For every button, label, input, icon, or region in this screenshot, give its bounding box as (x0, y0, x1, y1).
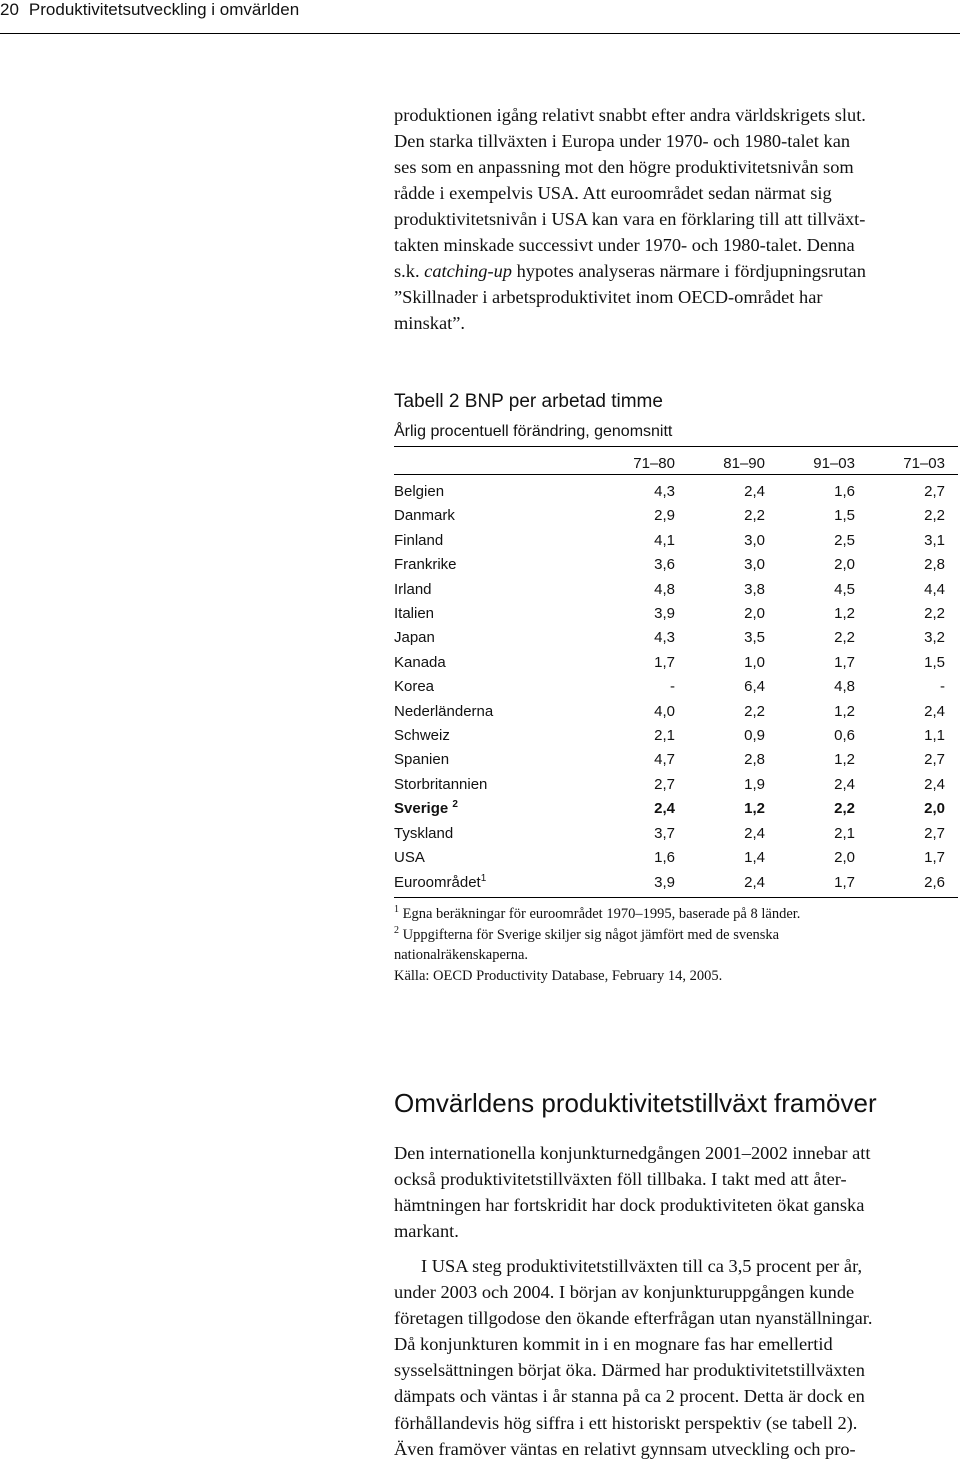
intro-text: hypotes analyseras närmare i fördjupningsrutan (512, 261, 866, 281)
value-cell: 2,7 (654, 775, 675, 793)
paragraph-line: under 2003 och 2004. I början av konjunkturuppgången kunde (394, 1282, 855, 1303)
country-cell (394, 578, 585, 602)
value-cell: 2,2 (834, 629, 855, 647)
value-cell: 1,6 (834, 483, 855, 500)
table-row (394, 651, 945, 675)
value-cell: 1,7 (924, 849, 945, 867)
value-cell: 2,2 (744, 702, 765, 720)
value-cell: 1,7 (654, 653, 675, 671)
country-name: Finland (394, 531, 444, 549)
section-paragraph-1 (394, 1140, 956, 1244)
paragraph-line: markant. (394, 1221, 459, 1242)
value-cell: 2,7 (924, 824, 945, 842)
table-row (394, 846, 945, 870)
value-cell: 2,4 (924, 702, 945, 720)
table-row (394, 724, 945, 748)
paragraph-line: Då konjunkturen kommit in i en mognare fas har emellertid (394, 1334, 833, 1355)
page-header (0, 0, 960, 30)
intro-line: ”Skillnader i arbetsproduktivitet inom OECD-området har (394, 287, 823, 307)
country-cell (394, 724, 585, 748)
intro-line: minskat”. (394, 313, 465, 333)
value-cell: 3,1 (924, 531, 945, 549)
value-cell: 2,6 (924, 873, 945, 891)
value-cell: 4,8 (834, 678, 855, 696)
country-name: Sverige (394, 800, 449, 818)
value-cell: 1,4 (744, 849, 765, 867)
intro-line: produktivitetsnivån i USA kan vara en förklaring till att tillväxt- (394, 209, 866, 229)
country-cell (394, 480, 585, 504)
table-source: Källa: OECD Productivity Database, February 14, 2005. (394, 967, 723, 984)
value-cell: 4,7 (654, 751, 675, 769)
country-cell (394, 529, 585, 553)
value-cell: 2,5 (834, 531, 855, 549)
value-cell: 3,6 (654, 556, 675, 574)
table-row (394, 675, 945, 699)
value-cell: 3,8 (744, 580, 765, 598)
intro-paragraph (394, 102, 954, 336)
table-row (394, 504, 945, 528)
column-header: 71–80 (633, 455, 675, 472)
value-cell: 4,3 (654, 629, 675, 647)
value-cell: 2,0 (744, 605, 765, 623)
value-cell: 6,4 (744, 678, 765, 696)
paragraph-line: hämtningen har fortskridit har dock produktiviteten ökat ganska (394, 1195, 865, 1216)
value-cell: 4,1 (654, 531, 675, 549)
table-header-rule (394, 474, 958, 475)
table-top-rule (394, 446, 958, 447)
footnote-marker: 2 (394, 924, 399, 936)
table-header (394, 452, 945, 476)
value-cell: 1,7 (834, 873, 855, 891)
country-cell (394, 553, 585, 577)
country-cell (394, 504, 585, 528)
value-cell: 1,2 (744, 800, 765, 818)
country-cell (394, 748, 585, 772)
value-cell: 2,7 (924, 751, 945, 769)
paragraph-line: Även framöver väntas en relativt gynnsam utveckling och pro- (394, 1438, 856, 1459)
table-row (394, 748, 945, 772)
country-name: Korea (394, 678, 435, 696)
table-row (394, 626, 945, 650)
country-cell (394, 626, 585, 650)
value-cell: 2,2 (834, 800, 855, 818)
country-cell (394, 871, 585, 895)
value-cell: 1,5 (924, 653, 945, 671)
table-row (394, 578, 945, 602)
table-bottom-rule (394, 897, 958, 898)
country-name: Belgien (394, 483, 445, 500)
column-header: 91–03 (813, 455, 855, 472)
intro-line (394, 258, 954, 284)
value-cell: 1,1 (924, 727, 945, 745)
value-cell: 3,0 (744, 556, 765, 574)
intro-line: produktionen igång relativt snabbt efter andra världskrigets slut. (394, 105, 866, 125)
column-header: 71–03 (903, 455, 945, 472)
footnote-1 (394, 904, 954, 925)
value-cell: 0,9 (744, 727, 765, 745)
header-blank (394, 452, 585, 476)
column-header: 81–90 (723, 455, 765, 472)
country-name: Nederländerna (394, 702, 494, 720)
footnote-marker: 2 (452, 799, 458, 811)
value-cell: - (940, 678, 945, 696)
footnote-text: Egna beräkningar för euroområdet 1970–1995, baserade på 8 länder. (399, 906, 801, 922)
country-name: Irland (394, 580, 432, 598)
paragraph-line: också produktivitetstillväxten föll tillbaka. I takt med att åter- (394, 1169, 847, 1190)
paragraph-line: I USA steg produktivitetstillväxten till ca 3,5 procent per år, (421, 1256, 863, 1276)
value-cell: 2,4 (744, 483, 765, 500)
value-cell: 3,9 (654, 605, 675, 623)
value-cell: 3,7 (654, 824, 675, 842)
table-row (394, 602, 945, 626)
table-row (394, 871, 945, 895)
country-name: Italien (394, 605, 435, 623)
footnote-marker: 1 (480, 872, 487, 884)
paragraph-line: sysselsättningen börjat öka. Därmed har produktivitetstillväxten (394, 1360, 865, 1381)
value-cell: - (670, 678, 675, 696)
country-cell (394, 797, 585, 821)
country-cell (394, 822, 585, 846)
country-cell (394, 675, 585, 699)
table-row (394, 553, 945, 577)
value-cell: 2,4 (834, 775, 855, 793)
footnote-2-cont: nationalräkenskaperna. (394, 947, 529, 963)
country-name: Frankrike (394, 556, 457, 574)
value-cell: 3,9 (654, 873, 675, 891)
table-notes (394, 904, 954, 986)
value-cell: 2,8 (924, 556, 945, 574)
value-cell: 1,0 (744, 653, 765, 671)
value-cell: 2,1 (654, 727, 675, 745)
value-cell: 2,1 (834, 824, 855, 842)
value-cell: 1,7 (834, 653, 855, 671)
value-cell: 4,4 (924, 580, 945, 598)
table-row (394, 822, 945, 846)
value-cell: 2,2 (744, 507, 765, 525)
country-cell (394, 773, 585, 797)
table-row (394, 773, 945, 797)
running-title: Produktivitetsutveckling i omvärlden (28, 0, 300, 19)
value-cell: 2,0 (834, 849, 855, 867)
section-heading: Omvärldens produktivitetstillväxt framöver (394, 1088, 877, 1118)
table-row (394, 797, 945, 821)
value-cell: 4,5 (834, 580, 855, 598)
country-name: Euroområdet (394, 873, 481, 891)
country-name: Japan (394, 629, 435, 647)
paragraph-line: Den internationella konjunkturnedgången 2001–2002 innebar att (394, 1143, 871, 1163)
country-cell (394, 700, 585, 724)
header-divider (0, 33, 960, 34)
value-cell: 4,3 (654, 483, 675, 500)
value-cell: 2,2 (924, 605, 945, 623)
value-cell: 1,2 (834, 751, 855, 769)
value-cell: 2,4 (744, 873, 765, 891)
table-row (394, 529, 945, 553)
footnote-marker: 1 (394, 904, 399, 916)
value-cell: 2,2 (924, 507, 945, 525)
value-cell: 1,6 (654, 849, 675, 867)
country-name: USA (394, 849, 425, 867)
paragraph-line: dämpats och väntas i år stanna på ca 2 procent. Detta är dock en (394, 1386, 865, 1407)
country-name: Schweiz (394, 727, 450, 745)
value-cell: 2,7 (924, 483, 945, 500)
catching-up-term: catching-up (424, 261, 512, 281)
country-cell (394, 651, 585, 675)
value-cell: 2,4 (924, 775, 945, 793)
table-title: Tabell 2 BNP per arbetad timme (394, 391, 663, 412)
value-cell: 3,5 (744, 629, 765, 647)
country-name: Danmark (394, 507, 455, 525)
value-cell: 2,4 (744, 824, 765, 842)
value-cell: 2,0 (834, 556, 855, 574)
value-cell: 1,2 (834, 702, 855, 720)
value-cell: 2,8 (744, 751, 765, 769)
intro-line: Den starka tillväxten i Europa under 1970- och 1980-talet kan (394, 131, 851, 151)
intro-line: ses som en anpassning mot den högre produktivitetsnivån som (394, 157, 854, 177)
intro-line: rådde i exempelvis USA. Att euroområdet sedan närmat sig (394, 183, 832, 203)
value-cell: 3,2 (924, 629, 945, 647)
value-cell: 2,4 (654, 800, 675, 818)
country-cell (394, 846, 585, 870)
table-row (394, 480, 945, 504)
table-row (394, 700, 945, 724)
paragraph-line: förhållandevis hög siffra i ett historiskt perspektiv (se tabell 2). (394, 1412, 858, 1433)
footnote-text: Uppgifterna för Sverige skiljer sig något jämfört med de svenska (399, 926, 780, 943)
paragraph-line: företagen tillgodose den ökande efterfrågan utan nyanställningar. (394, 1308, 873, 1329)
table-header-row (394, 452, 945, 476)
value-cell: 2,0 (924, 800, 945, 818)
value-cell: 2,9 (654, 507, 675, 525)
value-cell: 1,5 (834, 507, 855, 525)
value-cell: 4,0 (654, 702, 675, 720)
value-cell: 3,0 (744, 531, 765, 549)
table-subtitle: Årlig procentuell förändring, genomsnitt (394, 423, 673, 440)
section-paragraph-2 (394, 1253, 956, 1462)
footnote-2 (394, 925, 954, 946)
value-cell: 4,8 (654, 580, 675, 598)
country-name: Tyskland (394, 824, 454, 842)
intro-line: takten minskade successivt under 1970- och 1980-talet. Denna (394, 235, 855, 255)
table-body (394, 480, 945, 895)
page-number: 20 (0, 0, 19, 19)
value-cell: 0,6 (834, 727, 855, 745)
value-cell: 1,9 (744, 775, 765, 793)
value-cell: 1,2 (834, 605, 855, 623)
country-name: Storbritannien (394, 775, 488, 793)
country-name: Kanada (394, 653, 446, 671)
country-cell (394, 602, 585, 626)
country-name: Spanien (394, 751, 450, 769)
intro-text: s.k. (394, 261, 425, 281)
